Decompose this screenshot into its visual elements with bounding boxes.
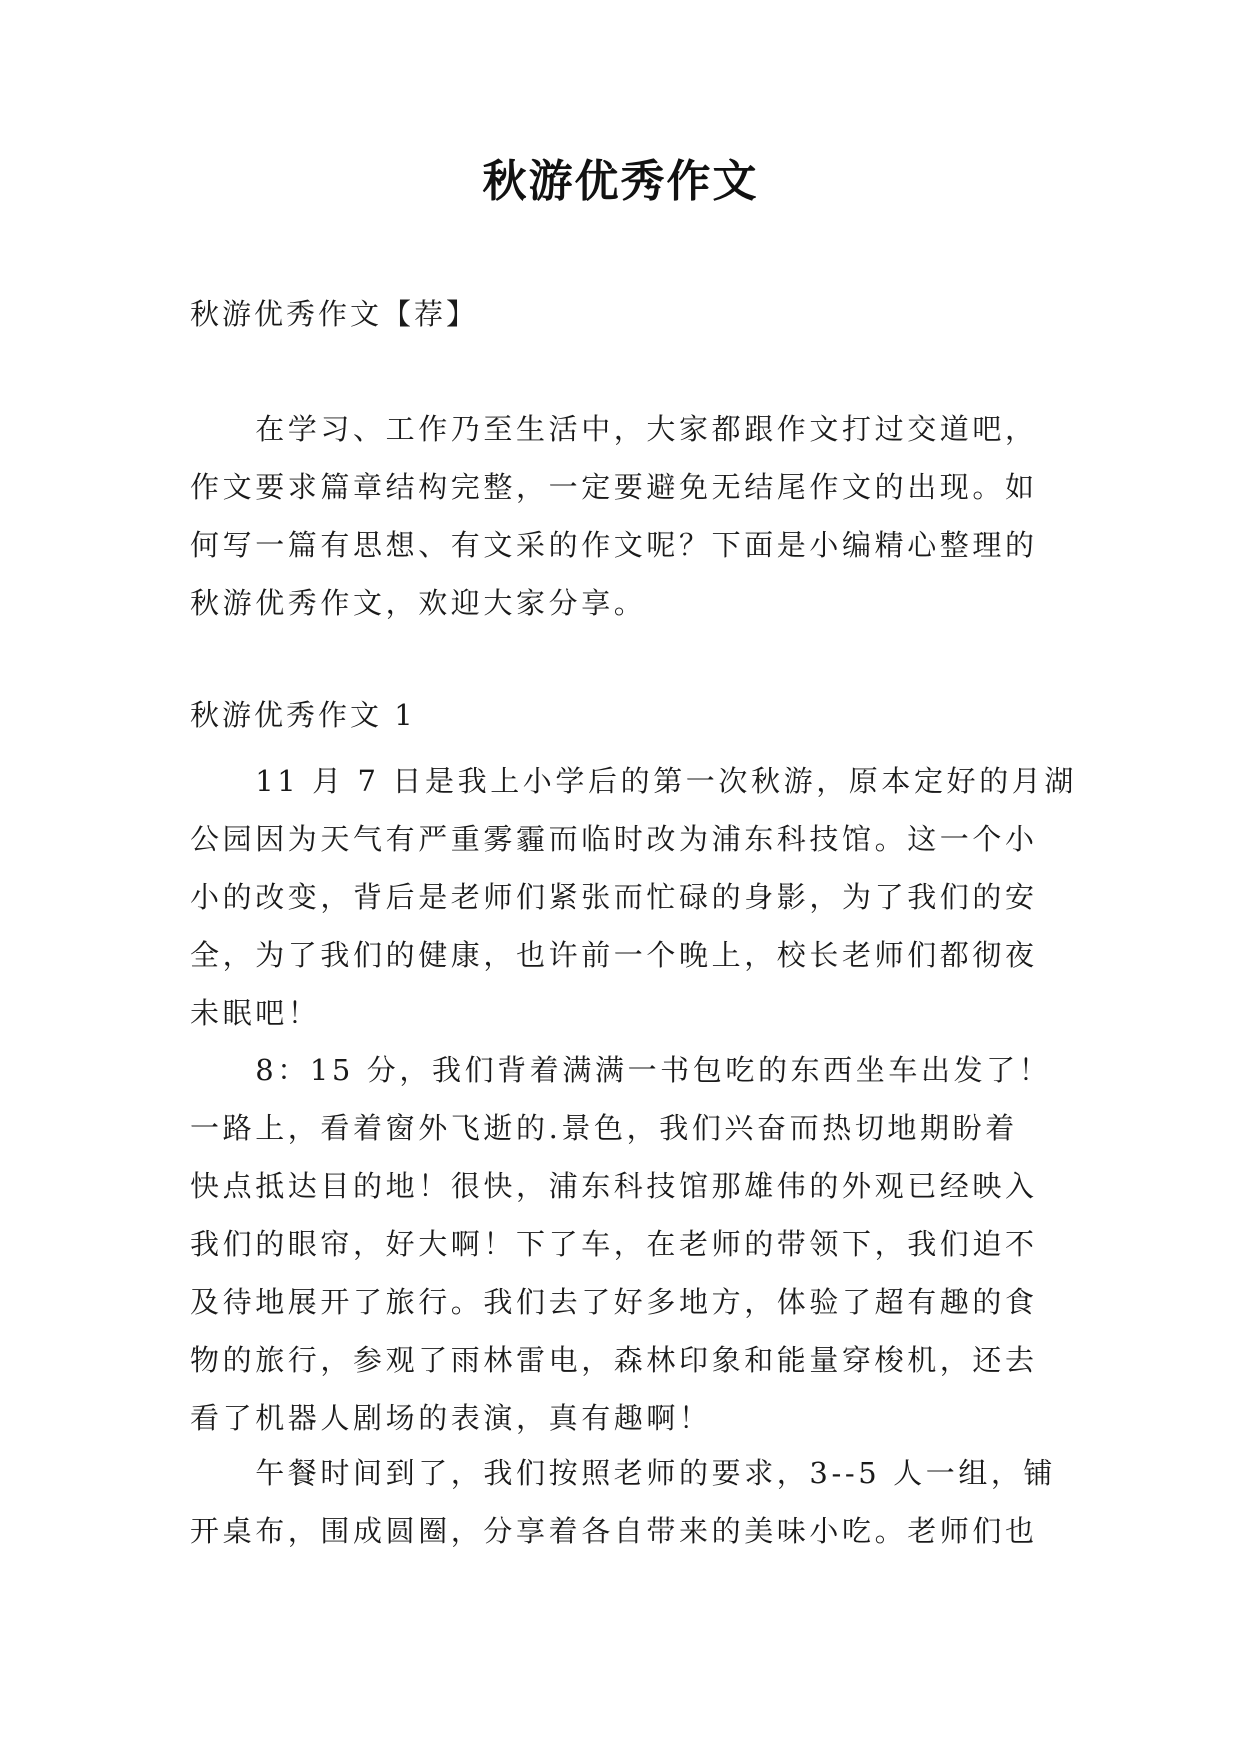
document-subtitle: 秋游优秀作文【荐】 [190, 297, 479, 331]
text-line: 未眠吧！ [190, 996, 321, 1030]
text-line: 在学习、工作乃至生活中，大家都跟作文打过交道吧， [190, 412, 1038, 446]
text-line: 开桌布，围成圆圈，分享着各自带来的美味小吃。老师们也 [190, 1514, 1038, 1548]
text-line: 11 月 7 日是我上小学后的第一次秋游，原本定好的月湖 [190, 764, 1078, 798]
text-line: 一路上，看着窗外飞逝的.景色，我们兴奋而热切地期盼着 [190, 1111, 1018, 1145]
essay-heading: 秋游优秀作文 1 [190, 698, 416, 732]
text-line: 公园因为天气有严重雾霾而临时改为浦东科技馆。这一个小 [190, 822, 1038, 856]
text-line: 小的改变，背后是老师们紧张而忙碌的身影，为了我们的安 [190, 880, 1038, 914]
text-line: 秋游优秀作文，欢迎大家分享。 [190, 586, 647, 620]
intro-paragraph [190, 400, 1070, 632]
essay-paragraph-1 [190, 752, 1078, 1042]
text-line: 物的旅行，参观了雨林雷电，森林印象和能量穿梭机，还去 [190, 1343, 1038, 1377]
text-line: 午餐时间到了，我们按照老师的要求，3--5 人一组，铺 [190, 1456, 1057, 1490]
text-line: 作文要求篇章结构完整，一定要避免无结尾作文的出现。如 [190, 470, 1038, 504]
text-line: 何写一篇有思想、有文采的作文呢？下面是小编精心整理的 [190, 528, 1038, 562]
essay-paragraph-2 [190, 1041, 1070, 1447]
text-line: 我们的眼帘，好大啊！下了车，在老师的带领下，我们迫不 [190, 1227, 1038, 1261]
text-line: 8：15 分，我们背着满满一书包吃的东西坐车出发了！ [190, 1053, 1052, 1087]
text-line: 看了机器人剧场的表演，真有趣啊！ [190, 1401, 712, 1435]
document-title: 秋游优秀作文 [482, 156, 759, 207]
essay-paragraph-3 [190, 1444, 1070, 1560]
text-line: 全，为了我们的健康，也许前一个晚上，校长老师们都彻夜 [190, 938, 1038, 972]
text-line: 及待地展开了旅行。我们去了好多地方，体验了超有趣的食 [190, 1285, 1038, 1319]
text-line: 快点抵达目的地！很快，浦东科技馆那雄伟的外观已经映入 [190, 1169, 1038, 1203]
